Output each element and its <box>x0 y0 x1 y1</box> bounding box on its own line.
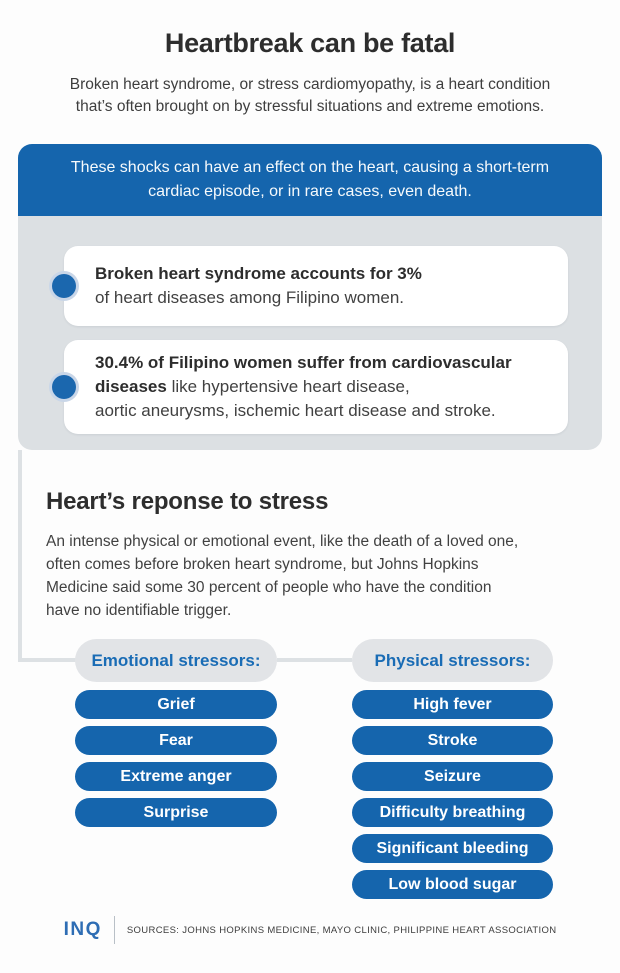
fact-card-broken-heart <box>64 246 568 326</box>
page-subtitle <box>40 74 580 118</box>
footer <box>0 916 620 944</box>
stressor-pill-difficulty-breathing: Difficulty breathing <box>352 798 553 827</box>
physical-stressors-header: Physical stressors: <box>352 639 553 682</box>
stressor-pill-significant-bleeding: Significant bleeding <box>352 834 553 863</box>
section-body-line: Medicine said some 30 percent of people who have the condition <box>46 579 492 596</box>
connector-line-vertical <box>18 450 22 660</box>
stressor-pill-low-blood-sugar: Low blood sugar <box>352 870 553 899</box>
inq-logo: INQ <box>63 919 102 940</box>
page-title: Heartbreak can be fatal <box>164 28 456 58</box>
fact-text: of heart diseases among Filipino women. <box>95 288 404 307</box>
page-subtitle-line: Broken heart syndrome, or stress cardiomyopathy, is a heart condition <box>69 76 551 93</box>
fact-text-bold: 30.4% of Filipino women suffer from cardiovascular <box>95 353 512 372</box>
intro-banner <box>18 144 602 216</box>
stressor-pill-seizure: Seizure <box>352 762 553 791</box>
facts-panel <box>18 216 602 450</box>
footer-sources: SOURCES: JOHNS HOPKINS MEDICINE, MAYO CLINIC, PHILIPPINE HEART ASSOCIATION <box>126 924 557 936</box>
fact-text: aortic aneurysms, ischemic heart disease and stroke. <box>95 401 496 420</box>
bullet-dot-icon <box>52 375 76 399</box>
stressor-pill-grief: Grief <box>75 690 277 719</box>
footer-divider <box>114 916 115 944</box>
stressor-pill-high-fever: High fever <box>352 690 553 719</box>
stressor-pill-surprise: Surprise <box>75 798 277 827</box>
bullet-dot-icon <box>52 274 76 298</box>
fact-card-cardiovascular <box>64 340 568 434</box>
intro-banner-line: These shocks can have an effect on the heart, causing a short-term <box>70 159 550 176</box>
fact-text: like hypertensive heart disease, <box>166 377 410 396</box>
section-heading: Heart’s reponse to stress <box>46 488 329 515</box>
stressor-pill-stroke: Stroke <box>352 726 553 755</box>
page-subtitle-line: that’s often brought on by stressful situations and extreme emotions. <box>75 98 545 115</box>
connector-line-left <box>18 658 78 662</box>
intro-banner-line: cardiac episode, or in rare cases, even death. <box>148 183 472 200</box>
section-body <box>46 530 571 622</box>
section-body-line: An intense physical or emotional event, like the death of a loved one, <box>46 533 519 550</box>
intro-banner-text <box>50 156 570 204</box>
physical-stressors-column <box>352 639 553 906</box>
connector-line-middle <box>277 658 352 662</box>
emotional-stressors-column <box>75 639 277 834</box>
fact-text-bold: Broken heart syndrome accounts for 3% <box>95 264 422 283</box>
emotional-stressors-header: Emotional stressors: <box>75 639 277 682</box>
fact-text-mixed <box>95 375 544 399</box>
stressor-pill-fear: Fear <box>75 726 277 755</box>
section-body-line: often comes before broken heart syndrome, but Johns Hopkins <box>46 556 479 573</box>
stressor-pill-extreme-anger: Extreme anger <box>75 762 277 791</box>
section-body-line: have no identifiable trigger. <box>46 602 232 619</box>
fact-text-bold: diseases <box>95 377 167 396</box>
